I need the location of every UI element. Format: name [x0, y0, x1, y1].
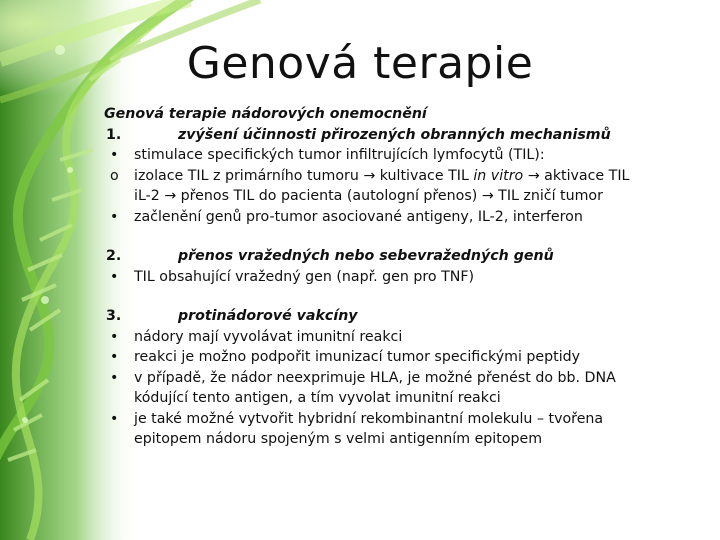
- list-item: [104, 327, 714, 348]
- list-item: [104, 347, 714, 368]
- list-item: [104, 368, 714, 409]
- bullet-marker: •: [110, 369, 119, 386]
- section-number: 2.: [106, 248, 122, 264]
- slide-body: [104, 104, 714, 450]
- section-number: 3.: [106, 308, 122, 324]
- list-item-text-part: → aktivace TIL: [523, 167, 630, 184]
- bullet-marker: •: [110, 147, 119, 163]
- list-item-text-italic: in vitro: [473, 167, 524, 184]
- section-number: 1.: [106, 126, 122, 143]
- list-item-text: je také možné vytvořit hybridní rekombinantní molekulu – tvořena: [134, 410, 604, 427]
- list-item-text: nádory mají vyvolávat imunitní reakci: [134, 328, 403, 345]
- section-2-heading-row: [104, 246, 714, 267]
- list-item-text: v případě, že nádor neexprimuje HLA, je možné přenést do bb. DNA: [134, 369, 616, 386]
- bullet-marker: •: [110, 328, 119, 345]
- section-1-heading-row: [104, 125, 714, 146]
- bullet-marker: •: [110, 410, 119, 427]
- slide-title: Genová terapie: [186, 38, 534, 89]
- bullet-marker: •: [110, 268, 119, 285]
- section-heading: protinádorové vakcíny: [178, 308, 358, 324]
- list-item: [104, 207, 714, 228]
- section-3-heading-row: [104, 306, 714, 327]
- list-item-continuation: kódující tento antigen, a tím vyvolat imunitní reakci: [134, 390, 501, 406]
- intro-heading: Genová terapie nádorových onemocnění: [104, 106, 427, 122]
- list-item: [104, 409, 714, 450]
- section-heading: přenos vražedných nebo sebevražedných genů: [178, 248, 554, 264]
- list-item: [104, 166, 714, 207]
- bullet-marker: o: [110, 167, 119, 184]
- bullet-marker: •: [110, 349, 119, 365]
- list-item-text: začlenění genů pro-tumor asociované antigeny, IL-2, interferon: [134, 208, 583, 225]
- list-item-continuation: iL-2 → přenos TIL do pacienta (autologní přenos) → TIL zničí tumor: [134, 188, 603, 204]
- list-item-text: stimulace specifických tumor infiltrujících lymfocytů (TIL):: [134, 147, 545, 163]
- list-item-text: reakci je možno podpořit imunizací tumor specifickými peptidy: [134, 349, 581, 365]
- list-item-text: TIL obsahující vražedný gen (např. gen pro TNF): [134, 268, 475, 285]
- section-heading: zvýšení účinnosti přirozených obranných mechanismů: [178, 126, 611, 143]
- list-item-continuation: epitopem nádoru spojeným s velmi antigenním epitopem: [134, 431, 543, 447]
- list-item: [104, 145, 714, 166]
- bullet-marker: •: [110, 208, 119, 225]
- list-item: [104, 267, 714, 288]
- list-item-text-part: izolace TIL z primárního tumoru → kultivace TIL: [134, 167, 474, 184]
